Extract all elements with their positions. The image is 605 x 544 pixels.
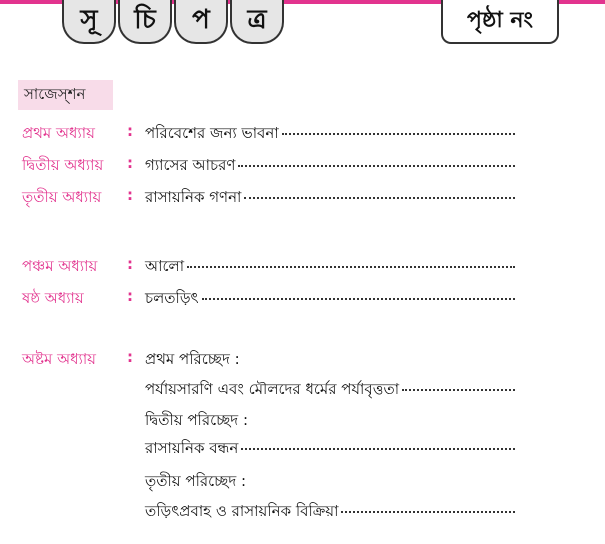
dot-leader [282, 133, 515, 135]
toc-entry[interactable] [145, 437, 515, 462]
dot-leader [202, 298, 515, 300]
dot-leader [244, 197, 515, 199]
title-tab-3: প [174, 0, 228, 44]
entry-title: রাসায়নিক বন্ধন [145, 439, 239, 457]
colon: : [127, 255, 133, 273]
entry-title: পর্যায়সারণি এবং মৌলদের ধর্মের পর্যাবৃত্ততা [145, 380, 400, 398]
dot-leader [241, 448, 515, 450]
chapter-label: ষষ্ঠ অধ্যায় [22, 289, 84, 307]
colon: : [127, 154, 133, 172]
dot-leader [187, 266, 515, 268]
colon: : [127, 348, 133, 366]
toc-entry[interactable] [145, 255, 515, 280]
chapter-label: দ্বিতীয় অধ্যায় [22, 156, 104, 174]
dot-leader [238, 165, 515, 167]
title-tab-4: ত্র [230, 0, 284, 44]
chapter-label: অষ্টম অধ্যায় [22, 350, 97, 368]
section-heading: তৃতীয় পরিচ্ছেদ : [145, 472, 247, 490]
colon: : [127, 287, 133, 305]
section-heading: দ্বিতীয় পরিচ্ছেদ : [145, 411, 249, 429]
entry-title: পরিবেশের জন্য ভাবনা [145, 124, 279, 142]
chapter-label: পঞ্চম অধ্যায় [22, 257, 98, 275]
entry-title: আলো [145, 257, 185, 275]
title-tab-2: চি [118, 0, 172, 44]
toc-entry[interactable] [145, 154, 515, 179]
title-tab-1: সূ [62, 0, 116, 44]
entry-title: গ্যাসের আচরণ [145, 156, 236, 174]
toc-entry[interactable] [145, 500, 515, 525]
suggestion-badge: সাজেস্‌শন [18, 80, 113, 110]
dot-leader [402, 389, 515, 391]
colon: : [127, 186, 133, 204]
chapter-label: তৃতীয় অধ্যায় [22, 188, 102, 206]
toc-entry[interactable] [145, 378, 515, 403]
dot-leader [341, 511, 515, 513]
toc-entry[interactable] [145, 186, 515, 211]
chapter-label: প্রথম অধ্যায় [22, 124, 95, 142]
entry-title: রাসায়নিক গণনা [145, 188, 242, 206]
toc-entry[interactable] [145, 287, 515, 312]
section-heading: প্রথম পরিচ্ছেদ : [145, 350, 240, 368]
colon: : [127, 122, 133, 140]
toc-entry[interactable] [145, 122, 515, 147]
entry-title: চলতড়িৎ [145, 289, 199, 307]
entry-title: তড়িৎপ্রবাহ ও রাসায়নিক বিক্রিয়া [145, 502, 339, 520]
page-number-header: পৃষ্ঠা নং [441, 0, 559, 44]
